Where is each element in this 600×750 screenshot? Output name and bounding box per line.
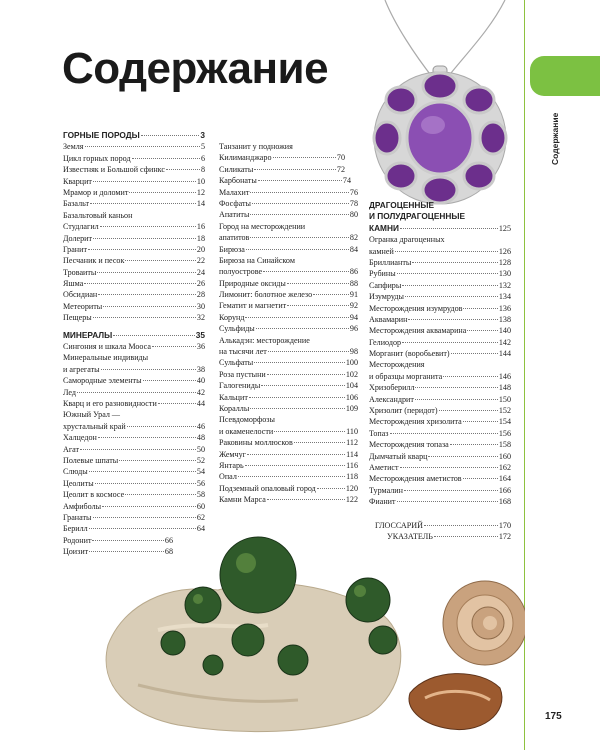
side-section-label: Содержание — [550, 112, 560, 165]
toc-entry[interactable]: Гранаты 62 — [63, 512, 205, 522]
toc-entry[interactable]: Бирюза 84 — [219, 244, 358, 254]
toc-section-gems-line[interactable]: И ПОЛУДРАГОЦЕННЫЕ — [369, 211, 466, 222]
toc-entry[interactable]: Яшма 26 — [63, 279, 205, 289]
toc-index[interactable]: УКАЗАТЕЛЬ 172 — [387, 531, 511, 541]
toc-entry[interactable]: Галогениды 104 — [219, 381, 358, 391]
toc-entry-line[interactable]: Базальтовый каньон — [63, 210, 133, 220]
toc-entry[interactable]: Цикл горных пород 6 — [63, 153, 205, 163]
toc-entry[interactable]: Земля 5 — [63, 142, 205, 152]
toc-entry[interactable]: Малахит 76 — [219, 187, 358, 197]
toc-entry[interactable]: Жемчуг 114 — [219, 449, 358, 459]
toc-entry[interactable]: Обсидиан 28 — [63, 290, 205, 300]
toc-entry[interactable]: Полевые шпаты 52 — [63, 455, 205, 465]
toc-entry[interactable]: Цеолит в космосе 58 — [63, 490, 205, 500]
toc-entry[interactable]: Карбонаты 74 — [219, 176, 351, 186]
toc-entry[interactable]: Цоизит 68 — [63, 547, 173, 557]
toc-entry[interactable]: Лед 42 — [63, 387, 205, 397]
toc-column-2 — [219, 141, 358, 506]
toc-entry[interactable]: хрустальный край 46 — [63, 421, 205, 431]
toc-entry[interactable]: и окаменелости 110 — [219, 426, 358, 436]
toc-entry[interactable]: Рубины 130 — [369, 269, 511, 279]
toc-entry[interactable]: Известняк и Большой сфинкс 8 — [63, 165, 205, 175]
toc-entry[interactable]: Хризоберилл 148 — [369, 383, 511, 393]
toc-entry[interactable]: Природные оксиды 88 — [219, 278, 358, 288]
toc-entry[interactable]: Троваиты 24 — [63, 267, 205, 277]
seashells-image — [400, 578, 525, 738]
toc-entry[interactable]: Силикаты 72 — [219, 164, 345, 174]
toc-entry[interactable]: Месторождения хризолита 154 — [369, 417, 511, 427]
toc-entry[interactable]: Берилл 64 — [63, 524, 205, 534]
toc-entry[interactable]: Янтарь 116 — [219, 460, 358, 470]
toc-entry[interactable]: Сингония и шкала Мооса 36 — [63, 342, 205, 352]
page-number: 175 — [545, 711, 562, 722]
toc-entry[interactable]: камней 126 — [369, 246, 511, 256]
toc-entry[interactable]: Метеориты 30 — [63, 301, 205, 311]
toc-entry-line[interactable]: Псевдоморфозы — [219, 415, 275, 425]
toc-entry[interactable]: апатитов 82 — [219, 233, 358, 243]
toc-entry[interactable]: Роза пустыни 102 — [219, 369, 358, 379]
toc-section-rocks[interactable]: ГОРНЫЕ ПОРОДЫ 3 — [63, 130, 205, 140]
page-title: Содержание — [62, 44, 329, 93]
toc-column-3 — [369, 200, 511, 542]
toc-entry[interactable]: Аквамарин 138 — [369, 314, 511, 324]
toc-entry[interactable]: Месторождения изумрудов 136 — [369, 303, 511, 313]
toc-entry[interactable]: Гематит и магнетит 92 — [219, 301, 358, 311]
toc-section-gems-line[interactable]: ДРАГОЦЕННЫЕ — [369, 200, 434, 210]
toc-entry-line[interactable]: Южный Урал — — [63, 410, 121, 420]
toc-entry[interactable]: Слюды 54 — [63, 467, 205, 477]
toc-entry[interactable]: Килиманджаро 70 — [219, 153, 345, 163]
toc-entry[interactable]: Подземный опаловый город 120 — [219, 483, 358, 493]
toc-entry[interactable]: Бриллианты 128 — [369, 257, 511, 267]
toc-entry[interactable]: Месторождения топаза 158 — [369, 440, 511, 450]
toc-entry[interactable]: и агрегаты 38 — [63, 364, 205, 374]
toc-entry-line[interactable]: Алькадэн: месторождение — [219, 335, 310, 345]
toc-entry[interactable]: Сульфиды 96 — [219, 324, 358, 334]
toc-entry[interactable]: Камни Марса 122 — [219, 495, 358, 505]
toc-entry[interactable]: Самородные элементы 40 — [63, 376, 205, 386]
toc-entry[interactable]: Опал 118 — [219, 472, 358, 482]
toc-entry[interactable]: Апатиты 80 — [219, 210, 358, 220]
toc-entry[interactable]: и образцы морганита 146 — [369, 371, 511, 381]
toc-entry[interactable]: Александрит 150 — [369, 394, 511, 404]
toc-entry[interactable]: Фианит 168 — [369, 497, 511, 507]
toc-entry[interactable]: Месторождения аметистов 164 — [369, 474, 511, 484]
toc-entry[interactable]: Родонит 66 — [63, 535, 173, 545]
toc-section-minerals[interactable]: МИНЕРАЛЫ 35 — [63, 329, 205, 340]
garnet-specimen-image — [98, 535, 418, 740]
toc-entry[interactable]: Пещеры 32 — [63, 313, 205, 323]
toc-entry[interactable]: Халцедон 48 — [63, 433, 205, 443]
toc-entry[interactable]: Кварц и его разновидности 44 — [63, 398, 205, 408]
toc-entry[interactable]: Кальцит 106 — [219, 392, 358, 402]
toc-entry[interactable]: Цеолиты 56 — [63, 478, 205, 488]
toc-entry-line[interactable]: Огранка драгоценных — [369, 235, 445, 245]
toc-entry-line[interactable]: Танзанит у подножия — [219, 142, 293, 151]
toc-entry[interactable]: Мрамор и доломит 12 — [63, 187, 205, 197]
toc-entry[interactable]: Хризолит (перидот) 152 — [369, 406, 511, 416]
toc-entry[interactable]: Морганит (воробьевит) 144 — [369, 349, 511, 359]
toc-entry[interactable]: Студлагил 16 — [63, 222, 205, 232]
toc-entry[interactable]: Корунд 94 — [219, 312, 358, 322]
toc-entry-line[interactable]: Месторождения — [369, 360, 425, 370]
toc-entry[interactable]: Песчаник и песок 22 — [63, 256, 205, 266]
toc-entry[interactable]: Гелиодор 142 — [369, 337, 511, 347]
toc-entry[interactable]: Месторождения аквамарина 140 — [369, 326, 511, 336]
toc-entry-line[interactable]: Бирюза на Синайском — [219, 255, 295, 265]
toc-entry[interactable]: Изумруды 134 — [369, 292, 511, 302]
toc-entry[interactable]: полуострове 86 — [219, 267, 358, 277]
toc-entry-line[interactable]: Город на месторождении — [219, 221, 306, 231]
toc-entry[interactable]: Топаз 156 — [369, 428, 511, 438]
toc-entry[interactable]: Аметист 162 — [369, 462, 511, 472]
amethyst-pendant-image — [355, 0, 520, 205]
toc-entry[interactable]: Кварцит 10 — [63, 176, 205, 186]
toc-glossary[interactable]: ГЛОССАРИЙ 170 — [375, 520, 511, 530]
toc-entry[interactable]: Турмалин 166 — [369, 485, 511, 495]
toc-entry[interactable]: Амфиболы 60 — [63, 501, 205, 511]
toc-entry[interactable]: на тысячи лет 98 — [219, 347, 358, 357]
toc-entry[interactable]: Дымчатый кварц 160 — [369, 451, 511, 461]
toc-entry[interactable]: Лимонит: болотное железо 91 — [219, 290, 358, 300]
toc-entry[interactable]: Базальт 14 — [63, 199, 205, 209]
toc-entry[interactable]: Кораллы 109 — [219, 403, 358, 413]
toc-entry[interactable]: Раковины моллюсков 112 — [219, 438, 358, 448]
toc-entry[interactable]: Сапфиры 132 — [369, 280, 511, 290]
toc-section-gems[interactable]: КАМНИ 125 — [369, 222, 511, 233]
toc-column-1 — [63, 130, 205, 557]
toc-entry-line[interactable]: Минеральные индивиды — [63, 353, 149, 363]
toc-entry[interactable]: Фосфаты 78 — [219, 198, 358, 208]
toc-entry[interactable]: Гранит 20 — [63, 244, 205, 254]
toc-entry[interactable]: Агат 50 — [63, 444, 205, 454]
toc-entry[interactable]: Сульфаты 100 — [219, 358, 358, 368]
section-tab — [530, 56, 600, 96]
toc-entry[interactable]: Долерит 18 — [63, 233, 205, 243]
